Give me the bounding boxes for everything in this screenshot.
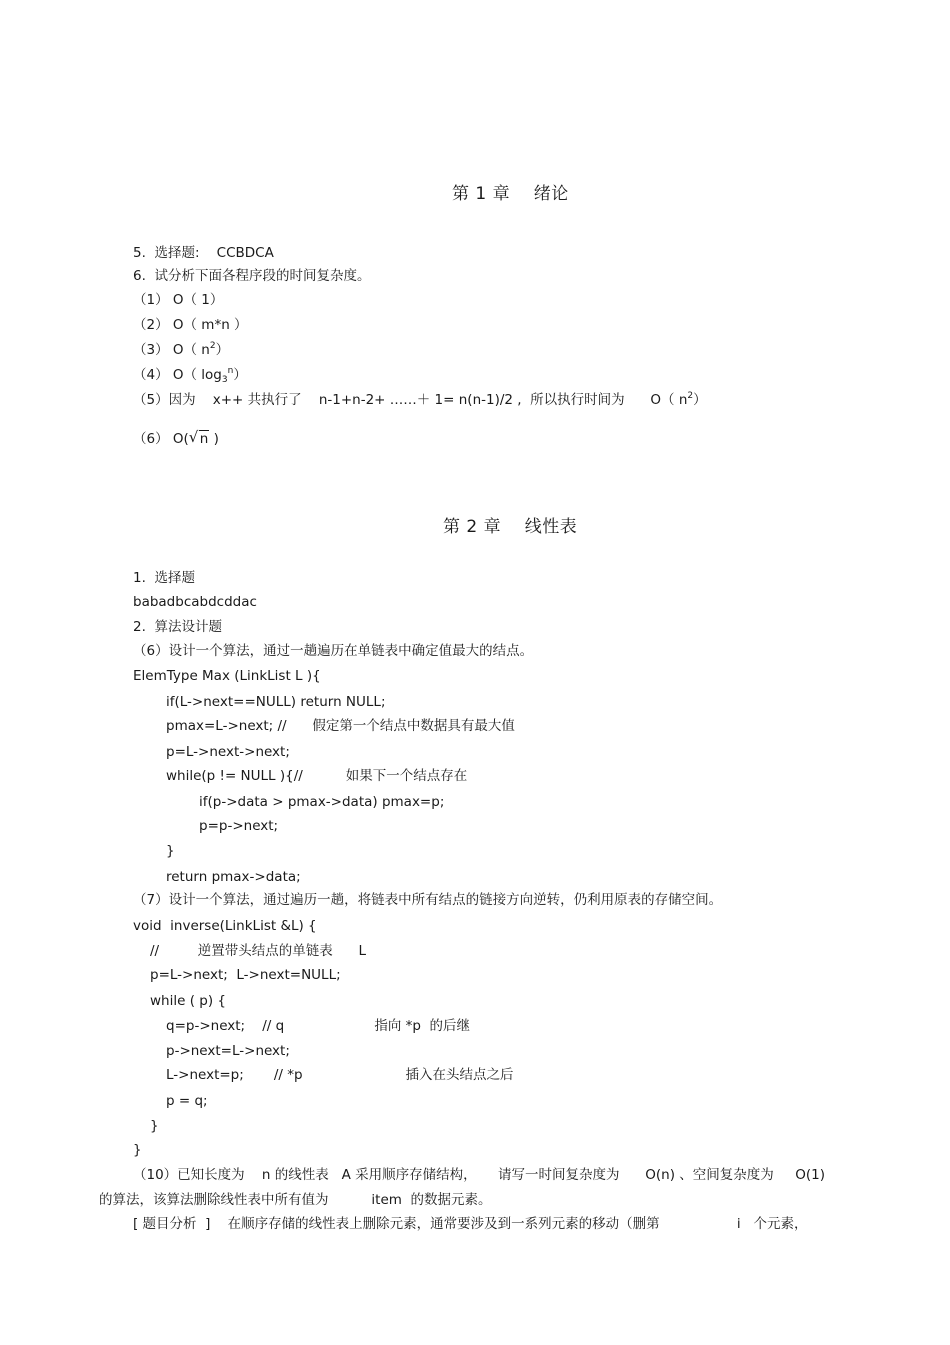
code-line: p = q; xyxy=(166,1093,208,1109)
code-line: while ( p) { xyxy=(150,993,226,1009)
code-line: } xyxy=(133,1142,142,1158)
code-line: p->next=L->next; xyxy=(166,1043,290,1059)
problem-10-statement: （10）已知长度为 n 的线性表 A 采用顺序存储结构， 请写一时间复杂度为 O(n) 、空间复杂度为 O(1) xyxy=(133,1167,826,1183)
problem-6-statement: （6）设计一个算法，通过一趟遍历在单链表中确定值最大的结点。 xyxy=(133,643,534,659)
code-line: } xyxy=(150,1118,159,1134)
complexity-item-2: （2） O（ m*n ） xyxy=(133,317,248,333)
problem-10-statement-cont: 的算法，该算法删除线性表中所有值为 item 的数据元素。 xyxy=(99,1192,492,1208)
chapter-1-title: 第 1 章 绪论 xyxy=(452,184,569,204)
code-line: while(p != NULL ){// 如果下一个结点存在 xyxy=(166,768,468,784)
complexity-item-3: （3） O（ $n^2$） xyxy=(133,341,230,358)
complexity-item-1: （1） O（ 1） xyxy=(133,292,224,308)
code-line: } xyxy=(166,843,175,859)
code-line: L->next=p; // *p 插入在头结点之后 xyxy=(166,1067,514,1083)
code-line: q=p->next; // q 指向 *p 的后继 xyxy=(166,1018,471,1034)
problem-7-statement: （7）设计一个算法，通过遍历一趟，将链表中所有结点的链接方向逆转，仍利用原表的存储空间。 xyxy=(133,892,723,908)
section-algorithm-title: 2. 算法设计题 xyxy=(133,619,222,635)
square-root-symbol: √ n xyxy=(188,428,209,447)
section-choice-title: 1. 选择题 xyxy=(133,570,195,586)
code-line: void inverse(LinkList &L) { xyxy=(133,918,317,934)
code-line: ElemType Max (LinkList L ){ xyxy=(133,668,321,684)
complexity-item-5: （5）因为 x++ 共执行了 n-1+n-2+ ……＋ 1= n(n-1)/2 , 所以执行时间为 O（ $n^2$） xyxy=(133,391,707,408)
code-line: p=p->next; xyxy=(199,818,279,834)
choice-answers: babadbcabdcddac xyxy=(133,594,257,610)
chapter-2-title: 第 2 章 线性表 xyxy=(443,517,578,537)
code-line: p=L->next; L->next=NULL; xyxy=(150,967,341,983)
complexity-item-4: （4） O（ $\log_3^n$） xyxy=(133,366,247,385)
answer-line-5: 5. 选择题: CCBDCA xyxy=(133,245,274,261)
code-line: if(p->data > pmax->data) pmax=p; xyxy=(199,794,445,810)
problem-analysis: [ 题目分析 ] 在顺序存储的线性表上删除元素，通常要涉及到一系列元素的移动（删第 i 个元素， xyxy=(133,1216,808,1232)
code-line: pmax=L->next; // 假定第一个结点中数据具有最大值 xyxy=(166,718,515,734)
question-line-6: 6. 试分析下面各程序段的时间复杂度。 xyxy=(133,268,371,284)
code-line: // 逆置带头结点的单链表 L xyxy=(150,943,366,959)
code-line: if(L->next==NULL) return NULL; xyxy=(166,694,386,710)
code-line: return pmax->data; xyxy=(166,869,301,885)
code-line: p=L->next->next; xyxy=(166,744,290,760)
complexity-item-6: （6） O( √ n ) xyxy=(133,428,219,447)
